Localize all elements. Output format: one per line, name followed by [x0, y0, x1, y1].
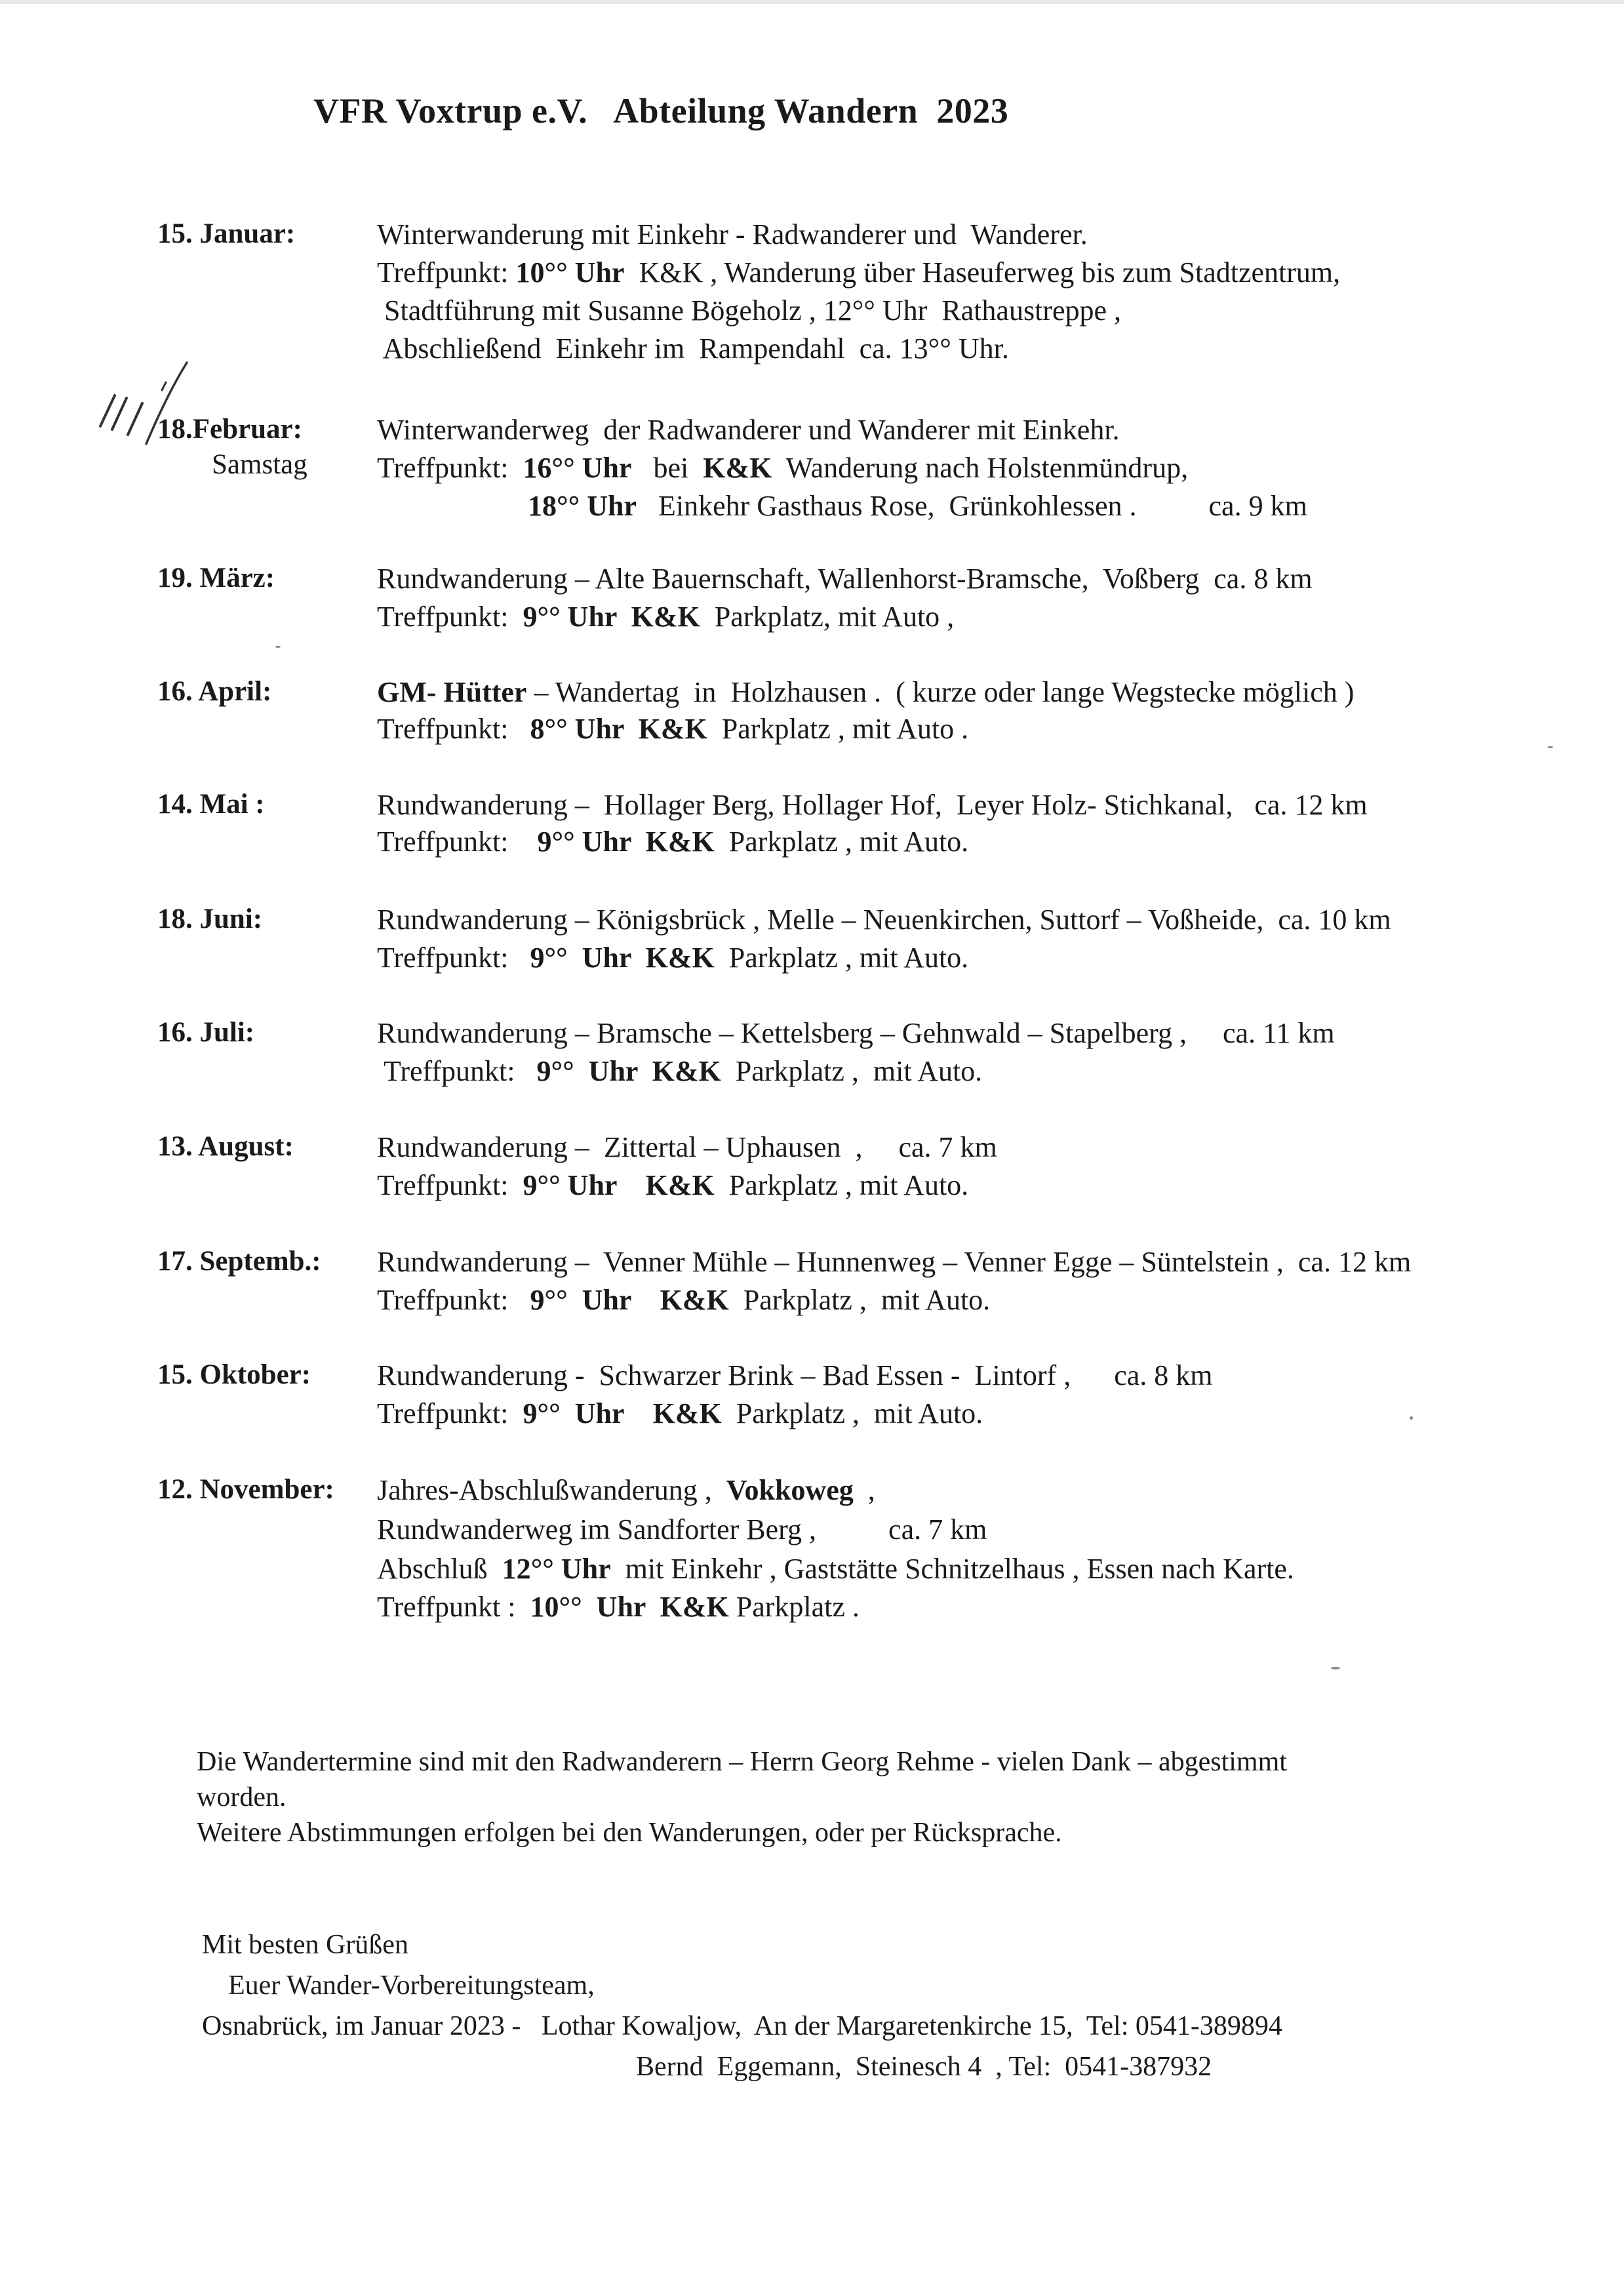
entry-date-label: 19. März: — [157, 563, 275, 593]
entry-line — [377, 1589, 860, 1626]
entry-text: bei — [631, 452, 703, 484]
entry-date — [157, 1357, 374, 1393]
entry-line — [377, 292, 1121, 329]
entry-text: Parkplatz , mit Auto. — [721, 1055, 983, 1087]
entry-line — [377, 1053, 982, 1090]
entry-line — [377, 674, 1354, 711]
entry-text: Parkplatz , mit Auto. — [714, 826, 969, 858]
place-date-contact: Osnabrück, im Januar 2023 - Lothar Kowaljow, An der Margaretenkirche 15, Tel: 0541-389894 — [202, 2011, 1282, 2041]
entry-text: Treffpunkt: — [377, 256, 516, 289]
entry-line — [377, 412, 1120, 449]
entry-date-label: 15. Januar: — [157, 218, 296, 249]
entry-text: Parkplatz , mit Auto . — [707, 713, 969, 745]
entry-text: Rundwanderweg im Sandforter Berg , ca. 7 km — [377, 1513, 987, 1546]
entry-line — [377, 1015, 1335, 1052]
entry-text: Stadtführung mit Susanne Bögeholz , 12°° Uhr Rathaustreppe , — [377, 294, 1122, 327]
entry-date — [157, 1129, 374, 1165]
footer-note — [197, 1744, 1287, 1850]
entry-text-bold: 8°° Uhr K&K — [530, 713, 707, 745]
entry-text: Parkplatz, mit Auto , — [700, 601, 955, 633]
entry-text-bold: 9°° Uhr K&K — [523, 1397, 722, 1429]
entry-text: Parkplatz , mit Auto. — [714, 1169, 969, 1201]
entry-text: Abschluß — [377, 1553, 502, 1585]
scan-speck — [275, 646, 281, 648]
team-name: Euer Wander-Vorbereitungsteam, — [228, 1970, 595, 2001]
scan-speck — [1410, 1416, 1413, 1420]
entry-text: Treffpunkt: — [377, 1169, 523, 1201]
entry-text: Parkplatz , mit Auto. — [714, 942, 969, 974]
entry-line — [377, 450, 1188, 487]
entry-text: – Wandertag in Holzhausen . ( kurze oder lange Wegstecke möglich ) — [526, 676, 1355, 708]
entry-text: , — [853, 1474, 875, 1506]
entry-text: Parkplatz , mit Auto. — [728, 1284, 991, 1316]
entry-line — [377, 1395, 983, 1432]
entry-line — [377, 940, 968, 976]
entry-text: Rundwanderung – Alte Bauernschaft, Wallenhorst-Bramsche, Voßberg ca. 8 km — [377, 563, 1313, 595]
entry-text: Rundwanderung - Schwarzer Brink – Bad Essen - Lintorf , ca. 8 km — [377, 1359, 1213, 1391]
entry-text: Abschließend Einkehr im Rampendahl ca. 13°° Uhr. — [377, 332, 1009, 365]
entry-date-label: 13. August: — [157, 1131, 294, 1162]
entry-text-bold: 9°° Uhr K&K — [537, 826, 715, 858]
entry-line — [377, 711, 968, 748]
entry-text-bold: 9°° Uhr K&K — [530, 942, 715, 974]
entry-text-bold: Vokkoweg — [726, 1474, 854, 1506]
entry-date-label: 17. Septemb.: — [157, 1246, 321, 1277]
entry-line — [377, 561, 1313, 597]
entry-text: Rundwanderung – Königsbrück , Melle – Neuenkirchen, Suttorf – Voßheide, ca. 10 km — [377, 904, 1391, 936]
entry-line — [377, 330, 1009, 367]
entry-line — [377, 1357, 1212, 1394]
entry-date-label: 15. Oktober: — [157, 1359, 311, 1390]
entry-text: Winterwanderung mit Einkehr - Radwanderer und Wanderer. — [377, 218, 1088, 250]
scan-edge — [0, 0, 1624, 4]
entry-text: Jahres-Abschlußwanderung , — [377, 1474, 726, 1506]
entry-text: Rundwanderung – Venner Mühle – Hunnenweg – Venner Egge – Süntelstein , ca. 12 km — [377, 1246, 1412, 1278]
entry-date — [157, 216, 374, 252]
entry-text: Wanderung nach Holstenmündrup, — [772, 452, 1189, 484]
entry-date-label: 18. Juni: — [157, 904, 263, 934]
entry-line — [377, 787, 1368, 824]
entry-text-bold: 16°° Uhr — [523, 452, 632, 484]
entry-text: Rundwanderung – Hollager Berg, Hollager Hof, Leyer Holz- Stichkanal, ca. 12 km — [377, 789, 1368, 821]
scan-speck — [1331, 1667, 1340, 1669]
entry-date — [157, 674, 374, 709]
entry-line — [377, 1472, 875, 1509]
entry-text: Parkplatz , mit Auto. — [721, 1397, 983, 1429]
entry-text: K&K , Wanderung über Haseuferweg bis zum Stadtzentrum, — [624, 256, 1341, 289]
entry-line — [377, 1551, 1294, 1587]
entry-date — [157, 787, 374, 822]
entry-date-label: 14. Mai : — [157, 789, 265, 820]
entry-text-bold: 10°° Uhr — [515, 256, 625, 289]
entry-date-label: 18.Februar: — [157, 414, 302, 445]
entry-text: Winterwanderweg der Radwanderer und Wanderer mit Einkehr. — [377, 414, 1120, 446]
entry-date-label: 16. April: — [157, 676, 272, 707]
entry-line — [377, 216, 1088, 253]
entry-text-bold: 9°° Uhr K&K — [530, 1284, 729, 1316]
entry-text-bold: 9°° Uhr K&K — [523, 601, 700, 633]
greeting: Mit besten Grüßen — [202, 1930, 408, 1960]
entry-text-bold: 9°° Uhr K&K — [536, 1055, 721, 1087]
scan-speck — [1547, 746, 1553, 748]
entry-text: Treffpunkt: — [377, 452, 523, 484]
entry-text: Rundwanderung – Bramsche – Kettelsberg – Gehnwald – Stapelberg , ca. 11 km — [377, 1017, 1335, 1049]
entry-text-bold: 10°° Uhr K&K — [530, 1591, 729, 1623]
entry-line — [377, 1244, 1411, 1281]
entry-text: Rundwanderung – Zittertal – Uphausen , ca. 7 km — [377, 1131, 997, 1163]
entry-line — [377, 488, 1307, 525]
entry-date-label: 12. November: — [157, 1474, 334, 1505]
footer-line: Die Wandertermine sind mit den Radwanderern – Herrn Georg Rehme - vielen Dank – abgestimmt — [197, 1747, 1287, 1777]
entry-text: Treffpunkt: — [377, 601, 523, 633]
entry-date-weekday: Samstag — [212, 449, 307, 480]
entry-line — [377, 1282, 990, 1319]
entry-line — [377, 254, 1340, 291]
entry-line — [377, 599, 954, 635]
entry-date — [157, 412, 374, 483]
entry-date — [157, 1472, 374, 1507]
entry-line — [377, 902, 1391, 938]
entry-text: Treffpunkt: — [377, 713, 530, 745]
entry-text: mit Einkehr , Gaststätte Schnitzelhaus , Essen nach Karte. — [610, 1553, 1294, 1585]
footer-line: Weitere Abstimmungen erfolgen bei den Wanderungen, oder per Rücksprache. — [197, 1818, 1062, 1848]
entry-date — [157, 1244, 374, 1279]
entry-text-bold: 9°° Uhr K&K — [523, 1169, 715, 1201]
entry-text: Treffpunkt : — [377, 1591, 530, 1623]
contact-line: Bernd Eggemann, Steinesch 4 , Tel: 0541-387932 — [636, 2052, 1212, 2082]
entry-date — [157, 902, 374, 937]
entry-text-bold: GM- Hütter — [377, 676, 527, 708]
footer-line: worden. — [197, 1782, 287, 1812]
entry-text: Treffpunkt: — [384, 1055, 537, 1087]
entry-text: Einkehr Gasthaus Rose, Grünkohlessen . ca. 9 km — [636, 490, 1307, 522]
entry-text-bold: 18°° Uhr — [528, 490, 637, 522]
entry-text: Treffpunkt: — [377, 1284, 530, 1316]
signature-block — [202, 1925, 1282, 2087]
entry-text: Treffpunkt: — [377, 942, 530, 974]
entry-date — [157, 561, 374, 596]
entry-text-bold: K&K — [703, 452, 772, 484]
entry-date-label: 16. Juli: — [157, 1017, 255, 1048]
entry-text: Parkplatz . — [728, 1591, 860, 1623]
entry-text: Treffpunkt: — [377, 1397, 523, 1429]
entry-line — [377, 1129, 997, 1166]
entry-line — [377, 1511, 987, 1548]
page-title: VFR Voxtrup e.V. Abteilung Wandern 2023 — [313, 91, 1009, 130]
entry-line — [377, 1167, 968, 1204]
entry-text: Treffpunkt: — [377, 826, 538, 858]
entry-line — [377, 824, 968, 860]
entry-date — [157, 1015, 374, 1050]
entry-text-bold: 12°° Uhr — [502, 1553, 611, 1585]
